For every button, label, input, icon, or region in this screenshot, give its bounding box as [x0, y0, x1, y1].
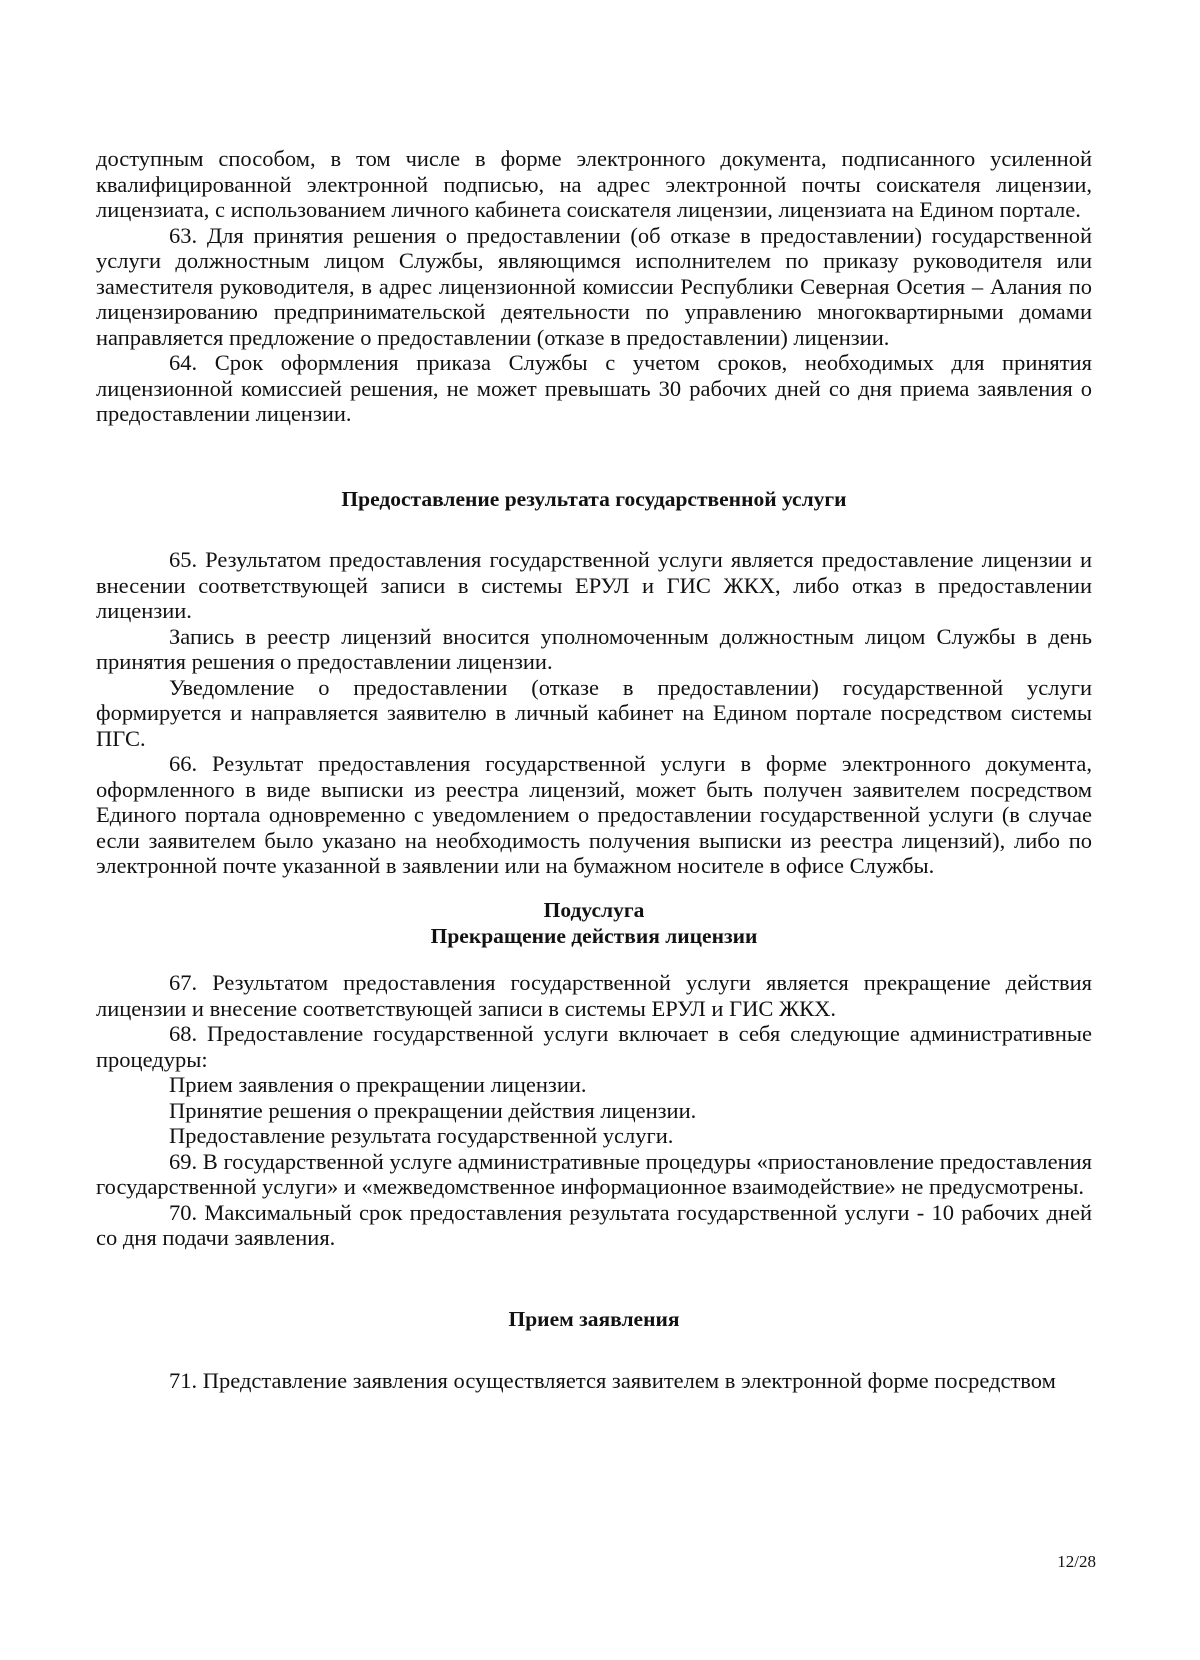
paragraph-group-application [96, 1368, 1092, 1394]
paragraph-group-result [96, 547, 1092, 879]
paragraph: 64. Срок оформления приказа Службы с учетом сроков, необходимых для принятия лицензионной комиссией решения, не может превышать 30 рабочих дней со дня приема заявления о предоставлении лицензии. [96, 350, 1092, 426]
paragraph: Запись в реестр лицензий вносится уполномоченным должностным лицом Службы в день принятия решения о предоставлении лицензии. [96, 623, 1092, 674]
paragraph: доступным способом, в том числе в форме электронного документа, подписанного усиленной квалифицированной электронной подписью, на адрес электронной почты соискателя лицензии, лицензиата, с использованием личного кабинета соискателя лицензии, лицензиата на Едином портале. [96, 146, 1092, 222]
list-item: Прием заявления о прекращении лицензии. [169, 1072, 587, 1097]
paragraph: 69. В государственной услуге административные процедуры «приостановление предоставления государственной услуги» и «межведомственное информационное взаимодействие» не предусмотрены. [96, 1148, 1092, 1199]
subservice-title: Прекращение действия лицензии [430, 924, 758, 948]
paragraph: Уведомление о предоставлении (отказе в предоставлении) государственной услуги формируется и направляется заявителю в личный кабинет на Едином портале посредством системы ПГС. [96, 674, 1092, 751]
paragraph-group-termination [96, 970, 1092, 1251]
paragraph: 66. Результат предоставления государственной услуги в форме электронного документа, оформленного в виде выписки из реестра лицензий, может быть получен заявителем посредством Единого портала одновременно с уведомлением о предоставлении государственной услуги (в случае если заявителем было указано на необходимость получения выписки из реестра лицензий), либо по электронной почте указанной в заявлении или на бумажном носителе в офисе Службы. [96, 751, 1092, 878]
paragraph: 70. Максимальный срок предоставления результата государственной услуги - 10 рабочих дней со дня подачи заявления. [96, 1199, 1092, 1250]
subservice-label: Подуслуга [543, 898, 645, 922]
paragraph: 68. Предоставление государственной услуги включает в себя следующие административные процедуры: [96, 1021, 1092, 1072]
paragraph: 67. Результатом предоставления государственной услуги является прекращение действия лицензии и внесение соответствующей записи в системы ЕРУЛ и ГИС ЖКХ. [96, 970, 1092, 1021]
paragraph: 63. Для принятия решения о предоставлении (об отказе в предоставлении) государственной услуги должностным лицом Службы, являющимся исполнителем по приказу руководителя или заместителя руководителя, в адрес лицензионной комиссии Республики Северная Осетия – Алания по лицензированию предпринимательской деятельности по управлению многоквартирными домами направляется предложение о предоставлении (отказе в предоставлении) лицензии. [96, 222, 1092, 350]
paragraph-group-licensing-decision [96, 146, 1092, 427]
section-heading: Прием заявления [508, 1307, 680, 1331]
section-heading: Предоставление результата государственной услуги [341, 487, 847, 511]
subservice-heading [96, 897, 1092, 949]
paragraph: 65. Результатом предоставления государственной услуги является предоставление лицензии и внесении соответствующей записи в системы ЕРУЛ и ГИС ЖКХ, либо отказ в предоставлении лицензии. [96, 547, 1092, 623]
page-number: 12/28 [1057, 1552, 1096, 1571]
paragraph: 71. Представление заявления осуществляется заявителем в электронной форме посредством [169, 1368, 1056, 1393]
list-item: Принятие решения о прекращении действия лицензии. [169, 1097, 697, 1123]
list-item: Предоставление результата государственной услуги. [169, 1123, 674, 1148]
